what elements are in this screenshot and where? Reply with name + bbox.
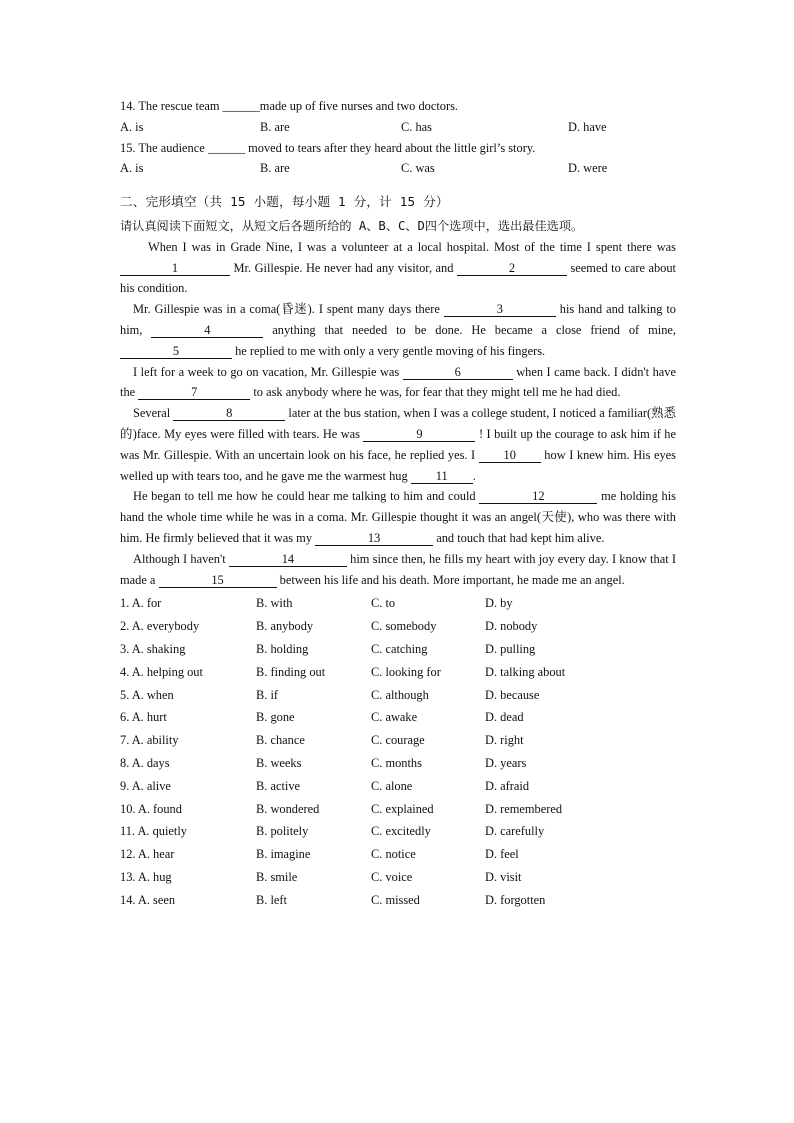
choice-row: 11. A. quietly B. politely C. excitedly D. carefully: [120, 824, 545, 839]
paragraph-1: When I was in Grade Nine, I was a volunteer at a local hospital. Most of the time I spent there was 1 Mr. Gillespie. He never had any visitor, and 2 seemed to care about his condition.: [120, 239, 676, 296]
choice-row: 3. A. shaking B. holding C. catching D. pulling: [120, 641, 536, 656]
paragraph-6: Although I haven't 14 him since then, he fills my heart with joy every day. I know that I made a 15 between his life and his death. More important, he made me an angel.: [120, 551, 676, 587]
blank-14[interactable]: 14: [229, 552, 347, 567]
question-stem: 14. The rescue team ______made up of five nurses and two doctors.: [120, 99, 459, 113]
blank-15[interactable]: 15: [159, 573, 277, 588]
choice-row: 1. A. for B. with C. to D. by: [120, 596, 513, 611]
choice-row: 8. A. days B. weeks C. months D. years: [120, 755, 527, 770]
option-c[interactable]: C. has: [401, 119, 432, 134]
option-b[interactable]: B. are: [260, 161, 290, 176]
option-d[interactable]: D. were: [568, 161, 608, 176]
choice-row: 4. A. helping out B. finding out C. looking for D. talking about: [120, 664, 566, 679]
choice-row: 14. A. seen B. left C. missed D. forgotten: [120, 892, 546, 907]
blank-1[interactable]: 1: [120, 261, 230, 276]
option-b[interactable]: B. are: [260, 119, 290, 134]
blank-11[interactable]: 11: [411, 469, 473, 484]
blank-8[interactable]: 8: [173, 406, 285, 421]
section-instruction: 请认真阅读下面短文，从短文后各题所给的 A、B、C、D四个选项中，选出最佳选项。: [120, 218, 584, 233]
choice-row: 9. A. alive B. active C. alone D. afraid: [120, 778, 530, 793]
blank-5[interactable]: 5: [120, 344, 232, 359]
choice-row: 13. A. hug B. smile C. voice D. visit: [120, 869, 522, 884]
blank-3[interactable]: 3: [444, 302, 556, 317]
question-stem: 15. The audience ______ moved to tears after they heard about the little girl’s story.: [120, 140, 536, 155]
option-a[interactable]: A. is: [120, 119, 144, 134]
blank-10[interactable]: 10: [479, 448, 541, 463]
option-d[interactable]: D. have: [568, 119, 607, 134]
paragraph-5: He began to tell me how he could hear me talking to him and could 12 me holding his hand the whole time while he was in a coma. Mr. Gillespie thought it was an angel(天使), who was there with him. He firmly believed that it was my 13 and touch that had kept him alive.: [120, 489, 676, 545]
answer-choices: [120, 592, 676, 911]
option-row: [120, 158, 676, 179]
blank-2[interactable]: 2: [457, 261, 567, 276]
choice-row: 6. A. hurt B. gone C. awake D. dead: [120, 710, 524, 725]
blank-4[interactable]: 4: [151, 323, 263, 338]
blank-9[interactable]: 9: [363, 427, 475, 442]
section-title: 二、完形填空（共 15 小题，每小题 1 分，计 15 分）: [120, 194, 449, 210]
option-c[interactable]: C. was: [401, 161, 435, 176]
choice-row: 10. A. found B. wondered C. explained D. remembered: [120, 801, 563, 816]
option-a[interactable]: A. is: [120, 161, 144, 176]
exam-page: [120, 96, 676, 911]
paragraph-4: Several 8 later at the bus station, when I was a college student, I noticed a familiar(熟悉的)face. My eyes were filled with tears. He was 9 ! I built up the courage to ask him if he was Mr. Gillespie. With an uncertain look on his face, he replied yes. I 10 how I knew him. His eyes welled up with tears too, and he gave me the warmest hug 11 .: [120, 406, 676, 483]
blank-12[interactable]: 12: [479, 489, 597, 504]
choice-row: 7. A. ability B. chance C. courage D. right: [120, 733, 524, 748]
blank-13[interactable]: 13: [315, 531, 433, 546]
option-row: [120, 117, 676, 138]
choice-row: 5. A. when B. if C. although D. because: [120, 687, 540, 702]
choice-row: 12. A. hear B. imagine C. notice D. feel: [120, 847, 519, 862]
blank-7[interactable]: 7: [138, 385, 250, 400]
question-14: [120, 96, 676, 138]
question-15: [120, 138, 676, 180]
choice-row: 2. A. everybody B. anybody C. somebody D. nobody: [120, 619, 538, 634]
blank-6[interactable]: 6: [403, 365, 513, 380]
paragraph-2: Mr. Gillespie was in a coma(昏迷). I spent many days there 3 his hand and talking to him, 4 anything that needed to be done. He became a close friend of mine, 5 he replied to me with only a very gentle moving of his fingers.: [120, 302, 676, 358]
paragraph-3: I left for a week to go on vacation, Mr. Gillespie was 6 when I came back. I didn't have the 7 to ask anybody where he was, for fear that they might tell me he had died.: [120, 364, 676, 400]
cloze-passage: [120, 237, 676, 591]
